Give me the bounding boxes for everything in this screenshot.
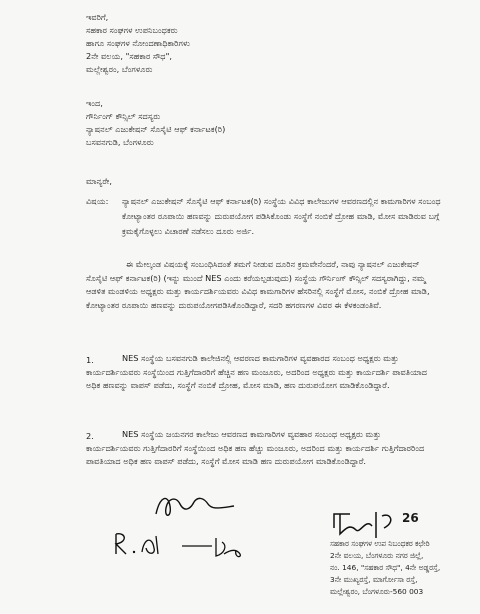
salutation: ಮಾನ್ಯರೇ, [86,176,112,186]
stamp-line-1: ಸಹಕಾರ ಸಂಘಗಳ ಉಪ ನಿಬಂಧಕರ ಕಛೇರಿ [330,539,430,548]
signature-2 [112,524,252,560]
stamp-line-3: ನಂ. 146, "ಸಹಕಾರ ಸೌಧ", 4ನೇ ಅಡ್ಡರಸ್ತೆ, [330,563,441,572]
to-line-2: ಹಾಗೂ ಸಂಘಗಳ ನೋಂದಣಾಧಿಕಾರಿಗಳು [86,38,190,48]
point-2-number: 2. [86,431,94,441]
stamp-date: 26 [402,511,419,525]
stamp-line-5: ಮಲ್ಲೇಶ್ವರಂ, ಬೆಂಗಳೂರು-560 003 [330,587,424,596]
point-1-text: NES ಸಂಸ್ಥೆಯ ಬಸವನಗುಡಿ ಕಾಲೇಜಿನಲ್ಲಿ ಆವರಣದ ಕಾಮಗಾರಿಗಳ ವ್ಯವಹಾರದ ಸಂಬಂಧ ಅಧ್ಯಕ್ಷರು ಮತ್ತು ಕಾರ್ಯದರ್ಶಿಯವರು ಸಂಸ್ಥೆಯಿಂದ ಗುತ್ತಿಗೆದಾರರಿಗೆ ಹೆಚ್ಚಿನ ಹಣ ಮಂಜೂರು, ಅದರಿಂದ ಅಧ್ಯಕ್ಷರು ಮತ್ತು ಕಾರ್ಯದರ್ಶಿ ಪಾವತಿಯಾದ ಅಧಿಕ ಹಣವನ್ನು ವಾಪಸ್ ಪಡೆದು, ಸಂಸ್ಥೆಗೆ ನಂಬಿಕೆ ದ್ರೋಹ, ಮೋಸ ಮಾಡಿ, ಹಣ ದುರುಪಯೋಗ ಮಾಡಿಕೊಂಡಿದ್ದಾರೆ. [86,353,428,390]
point-1-number: 1. [86,355,94,365]
stamp-signature [330,508,400,542]
from-line-2: ನ್ಯಾಷನಲ್ ಎಜುಕೇಷನ್ ಸೊಸೈಟಿ ಆಫ್ ಕರ್ನಾಟಕ(ರಿ) [86,124,226,134]
stamp-line-4: 3ನೇ ಮುಖ್ಯರಸ್ತೆ, ಮಾರ್ಗೋಸಾ ರಸ್ತೆ, [330,575,418,584]
signature-1 [150,488,240,524]
from-heading: ಇಂದ, [86,98,103,108]
to-heading: ಇವರಿಗೆ, [86,12,109,22]
to-line-4: ಮಲ್ಲೇಶ್ವರಂ, ಬೆಂಗಳೂರು [86,64,153,74]
from-line-1: ಗೌರ್ನಿಂಗ್ ಕೌನ್ಸಿಲ್ ಸದಸ್ಯರು [86,111,161,121]
from-line-3: ಬಸವನಗುಡಿ, ಬೆಂಗಳೂರು [86,137,154,147]
subject-label: ವಿಷಯ: [86,196,109,206]
to-line-3: 2ನೇ ವಲಯ, "ಸಹಕಾರ ಸೌಧ", [86,51,172,61]
subject-text: ನ್ಯಾಷನಲ್ ಎಜುಕೇಷನ್ ಸೊಸೈಟಿ ಆಫ್ ಕರ್ನಾಟಕ(ರಿ) ಸಂಸ್ಥೆಯ ವಿವಿಧ ಕಾಲೇಜುಗಳ ಆವರಣದಲ್ಲಿನ ಕಾಮಗಾರಿಗಳ ಸಂಬಂಧ ಕೋಟ್ಯಾಂತರ ರೂಪಾಯಿ ಹಣವನ್ನು ದುರುಪಯೋಗ ಪಡಿಸಿಕೊಂಡು ಸಂಸ್ಥೆಗೆ ನಂಬಿಕೆ ದ್ರೋಹ ಮಾಡಿ, ಮೋಸ ಮಾಡಿರುವ ಬಗ್ಗೆ ಕ್ರಮಕೈಗೊಳ್ಳಲು ವಿಚಾರಣೆ ನಡೆಸಲು ದೂರು ಅರ್ಜಿ. [122,196,441,236]
point-2-text: NES ಸಂಸ್ಥೆಯ ಜಯನಗರ ಕಾಲೇಜು ಆವರಣದ ಕಾಮಗಾರಿಗಳ ವ್ಯವಹಾರ ಸಂಬಂಧ ಅಧ್ಯಕ್ಷರು ಮತ್ತು ಕಾರ್ಯದರ್ಶಿಯವರು ಗುತ್ತಿಗೆದಾರರಿಗೆ ಸಂಸ್ಥೆಯಿಂದ ಅಧಿಕ ಹಣ ಹೆಚ್ಚು ಮಂಜೂರು, ಅದರಿಂದ ಮತ್ತು ಕಾರ್ಯದರ್ಶಿ ಗುತ್ತಿಗೆದಾರರಿಂದ ಪಾವತಿಯಾದ ಅಧಿಕ ಹಣ ವಾಪಸ್ ಪಡೆದು, ಸಂಸ್ಥೆಗೆ ಮೋಸ ಮಾಡಿ ಹಣ ದುರುಪಯೋಗ ಮಾಡಿಕೊಂಡಿದ್ದಾರೆ. [86,429,425,466]
to-line-1: ಸಹಕಾರ ಸಂಘಗಳ ಉಪನಿಬಂಧಕರು [86,25,178,35]
stamp-line-2: 2ನೇ ವಲಯ, ಬೆಂಗಳೂರು ನಗರ ಜಿಲ್ಲೆ, [330,551,424,560]
intro-paragraph: ಈ ಮೇಲ್ಕಂಡ ವಿಷಯಕ್ಕೆ ಸಂಬಂಧಿಸಿದಂತೆ ತಮಗೆ ನೀಡುವ ದೂರಿನ ಕ್ರಮವೇನೆಂದರೆ, ನಾವು ನ್ಯಾಷನಲ್ ಎಜುಕೇಷನ್ ಸೊಸೈಟಿ ಆಫ್ ಕರ್ನಾಟಕ(ರಿ) (ಇನ್ನು ಮುಂದೆ NES ಎಂದು ಕರೆಯಲ್ಪಡುವುದು) ಸಂಸ್ಥೆಯ ಗೌರ್ನಿಂಗ್ ಕೌನ್ಸಿಲ್ ಸದಸ್ಯರಾಗಿದ್ದು, ನಮ್ಮ ಆಡಳಿತ ಮಂಡಳಿಯ ಅಧ್ಯಕ್ಷರು ಮತ್ತು ಕಾರ್ಯದರ್ಶಿಯವರು ವಿವಿಧ ಕಾಮಗಾರಿಗಳ ಹೆಸರಿನಲ್ಲಿ ಸಂಸ್ಥೆಗೆ ಮೋಸ, ನಂಬಿಕೆ ದ್ರೋಹ ಮಾಡಿ, ಕೋಟ್ಯಾಂತರ ರೂಪಾಯಿ ಹಣವನ್ನು ದುರುಪಯೋಗಪಡಿಸಿಕೊಂಡಿದ್ದಾರೆ, ಸದರಿ ಹಗರಣಗಳ ವಿವರ ಈ ಕೆಳಕಂಡಂತಿವೆ. [86,259,430,310]
